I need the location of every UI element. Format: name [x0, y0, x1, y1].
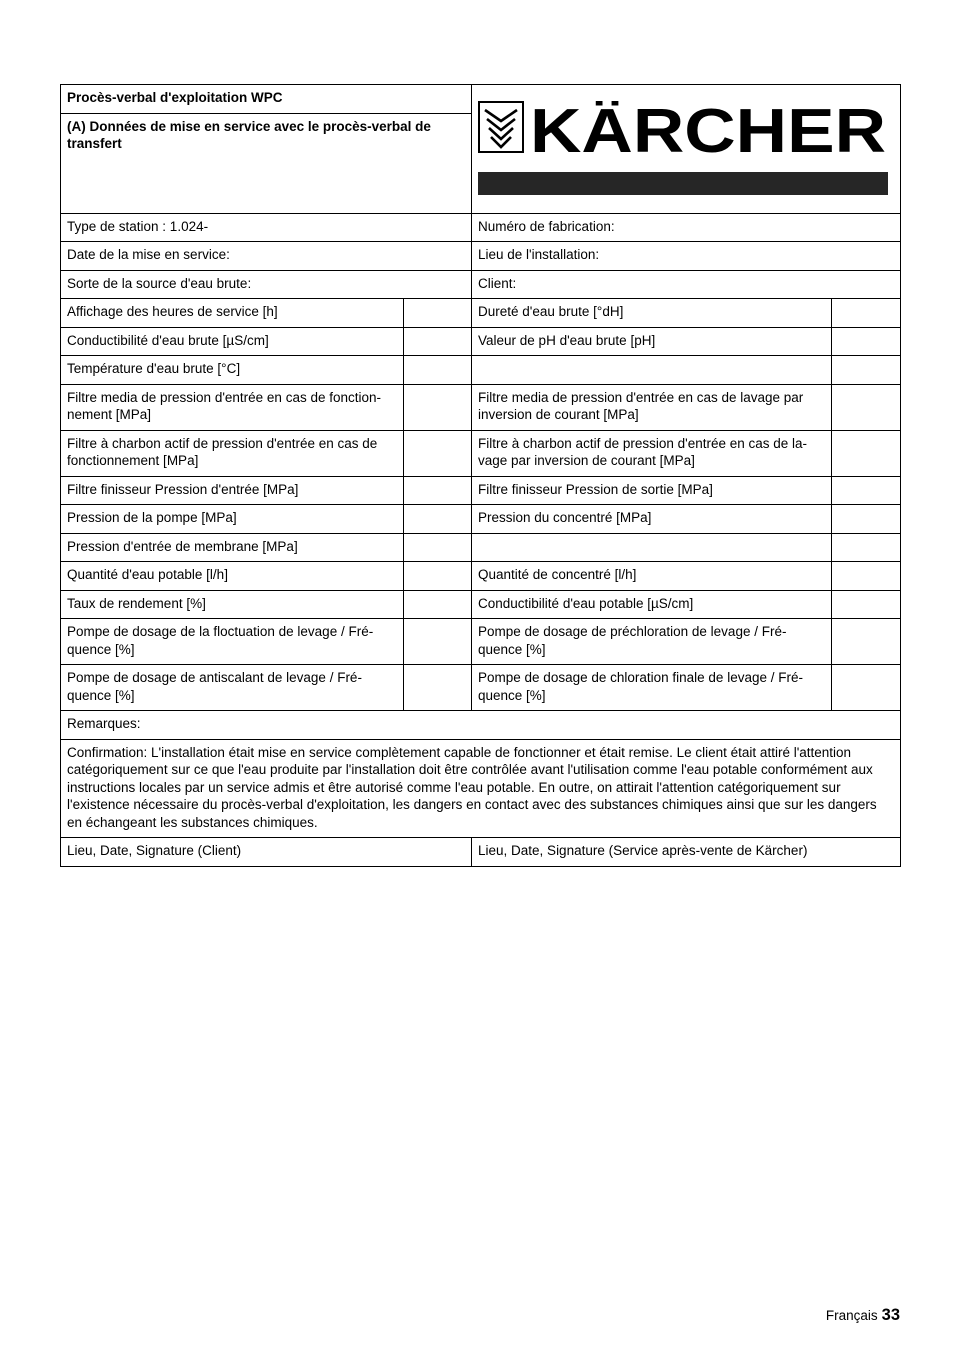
measurement-label-left: Pompe de dosage de la floctuation de levage / Fré-quence [%] — [61, 619, 404, 665]
karcher-logo — [472, 85, 901, 214]
measurement-value-right[interactable] — [832, 665, 901, 711]
measurement-label-right: Pompe de dosage de chloration finale de levage / Fré-quence [%] — [472, 665, 832, 711]
measurement-label-right — [472, 356, 832, 385]
form-title: Procès-verbal d'exploitation WPC — [61, 85, 472, 114]
info-label-left[interactable]: Sorte de la source d'eau brute: — [61, 270, 472, 299]
measurement-row — [61, 299, 901, 328]
info-label-right[interactable]: Numéro de fabrication: — [472, 213, 901, 242]
logo-wordmark: KÄRCHER — [530, 101, 887, 155]
measurement-value-right[interactable] — [832, 619, 901, 665]
confirmation-row — [61, 739, 901, 838]
measurement-label-right: Conductibilité d'eau potable [µS/cm] — [472, 590, 832, 619]
signature-client[interactable]: Lieu, Date, Signature (Client) — [61, 838, 472, 867]
form-subtitle: (A) Données de mise en service avec le procès-verbal de transfert — [61, 113, 472, 213]
protocol-table — [60, 84, 901, 867]
measurement-row — [61, 356, 901, 385]
info-label-left[interactable]: Type de station : 1.024- — [61, 213, 472, 242]
measurement-row — [61, 430, 901, 476]
measurement-value-right[interactable] — [832, 299, 901, 328]
measurement-value-right[interactable] — [832, 590, 901, 619]
measurement-row — [61, 619, 901, 665]
info-label-right[interactable]: Lieu de l'installation: — [472, 242, 901, 271]
measurement-label-left: Pression d'entrée de membrane [MPa] — [61, 533, 404, 562]
info-label-left[interactable]: Date de la mise en service: — [61, 242, 472, 271]
measurement-label-left: Pression de la pompe [MPa] — [61, 505, 404, 534]
measurement-value-right[interactable] — [832, 384, 901, 430]
measurement-label-left: Conductibilité d'eau brute [µS/cm] — [61, 327, 404, 356]
measurement-label-left: Température d'eau brute [°C] — [61, 356, 404, 385]
measurement-value-right[interactable] — [832, 505, 901, 534]
measurement-value-left[interactable] — [404, 619, 472, 665]
measurement-label-right: Filtre finisseur Pression de sortie [MPa] — [472, 476, 832, 505]
measurement-label-right: Valeur de pH d'eau brute [pH] — [472, 327, 832, 356]
measurement-label-left: Quantité d'eau potable [l/h] — [61, 562, 404, 591]
measurement-value-right[interactable] — [832, 327, 901, 356]
measurement-label-right — [472, 533, 832, 562]
measurement-value-right[interactable] — [832, 476, 901, 505]
measurement-row — [61, 533, 901, 562]
logo-bar — [478, 172, 888, 195]
measurement-label-left: Filtre media de pression d'entrée en cas de fonction-nement [MPa] — [61, 384, 404, 430]
info-row — [61, 242, 901, 271]
measurement-value-left[interactable] — [404, 356, 472, 385]
measurement-label-right: Pression du concentré [MPa] — [472, 505, 832, 534]
info-row — [61, 213, 901, 242]
measurement-label-right: Pompe de dosage de préchloration de levage / Fré-quence [%] — [472, 619, 832, 665]
measurement-value-right[interactable] — [832, 562, 901, 591]
page-number: 33 — [881, 1306, 900, 1324]
page-footer — [826, 1306, 900, 1325]
measurement-row — [61, 327, 901, 356]
measurement-row — [61, 665, 901, 711]
measurement-value-left[interactable] — [404, 384, 472, 430]
measurement-value-left[interactable] — [404, 476, 472, 505]
measurement-value-left[interactable] — [404, 299, 472, 328]
measurement-value-left[interactable] — [404, 327, 472, 356]
measurement-value-left[interactable] — [404, 590, 472, 619]
karcher-logo-icon — [478, 101, 888, 155]
measurement-label-left: Filtre finisseur Pression d'entrée [MPa] — [61, 476, 404, 505]
remarks-field[interactable]: Remarques: — [61, 711, 901, 740]
measurement-label-left: Filtre à charbon actif de pression d'entrée en cas de fonctionnement [MPa] — [61, 430, 404, 476]
measurement-value-left[interactable] — [404, 562, 472, 591]
remarks-row — [61, 711, 901, 740]
info-label-right[interactable]: Client: — [472, 270, 901, 299]
measurement-label-right: Filtre media de pression d'entrée en cas de lavage par inversion de courant [MPa] — [472, 384, 832, 430]
measurement-row — [61, 562, 901, 591]
signature-row — [61, 838, 901, 867]
confirmation-text: Confirmation: L'installation était mise en service complètement capable de fonctionner et était remise. Le client était attiré l'attention catégoriquement sur ce que l'eau produite par l'installation doit être contrôlée avant l'utilisation comme l'eau potable conformément aux instructions locales par un service admis et être autorisé comme l'eau potable. En outre, on attirait l'attention catégoriquement sur l'existence nécessaire du procès-verbal d'exploitation, les dangers en contact avec des substances chimiques ainsi que sur les dangers en échangeant les substances chimiques. — [61, 739, 901, 838]
signature-service[interactable]: Lieu, Date, Signature (Service après-vente de Kärcher) — [472, 838, 901, 867]
measurement-value-left[interactable] — [404, 430, 472, 476]
measurement-row — [61, 384, 901, 430]
info-row — [61, 270, 901, 299]
measurement-label-left: Affichage des heures de service [h] — [61, 299, 404, 328]
measurement-value-right[interactable] — [832, 430, 901, 476]
measurement-label-right: Dureté d'eau brute [°dH] — [472, 299, 832, 328]
measurement-value-left[interactable] — [404, 533, 472, 562]
measurement-label-left: Taux de rendement [%] — [61, 590, 404, 619]
measurement-label-right: Filtre à charbon actif de pression d'entrée en cas de la-vage par inversion de courant [MPa] — [472, 430, 832, 476]
measurement-value-left[interactable] — [404, 505, 472, 534]
measurement-label-left: Pompe de dosage de antiscalant de levage / Fré-quence [%] — [61, 665, 404, 711]
measurement-value-right[interactable] — [832, 356, 901, 385]
measurement-row — [61, 505, 901, 534]
measurement-value-right[interactable] — [832, 533, 901, 562]
measurement-row — [61, 590, 901, 619]
measurement-label-right: Quantité de concentré [l/h] — [472, 562, 832, 591]
measurement-row — [61, 476, 901, 505]
measurement-value-left[interactable] — [404, 665, 472, 711]
footer-language: Français — [825, 1308, 878, 1323]
